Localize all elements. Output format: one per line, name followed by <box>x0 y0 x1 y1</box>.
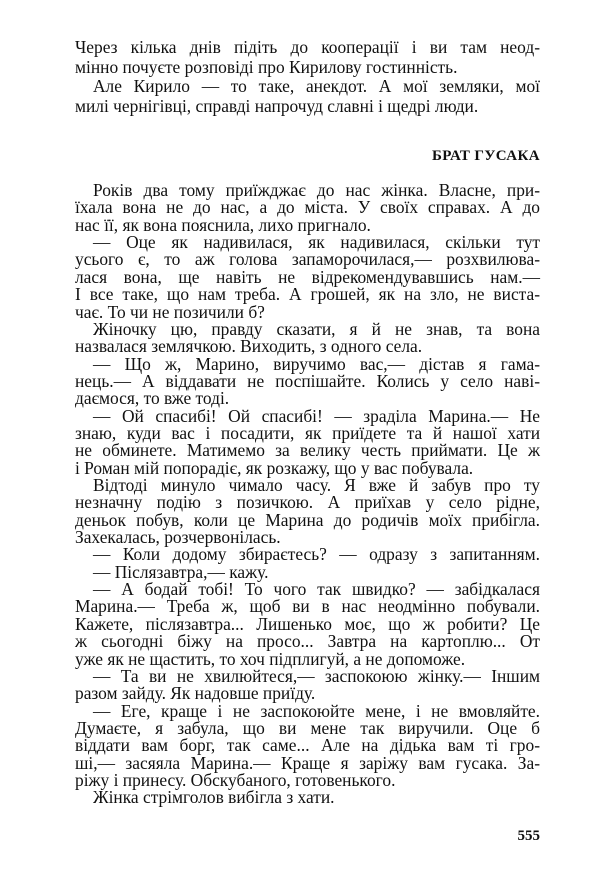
text-line: — Та ви не хвилюйтеся,— заспокоюю жінку.— Іншим <box>93 665 540 686</box>
page-number: 555 <box>517 828 540 844</box>
text-line: — Післязавтра,— кажу. <box>93 561 269 582</box>
text-line: ріжу і принесу. Обскубаного, готовенького. <box>75 769 396 790</box>
text-line: віддати вам борг, так саме... Але на дідька вам ті гро- <box>75 735 540 756</box>
story-title: БРАТ ГУСАКА <box>431 148 540 164</box>
text-line: Жіночку цю, правду сказати, я й не знав, та вона <box>93 318 540 339</box>
text-line: милі чернігівці, справді напрочуд славні і щедрі люди. <box>75 96 479 116</box>
text-line: назвалася землячкою. Виходить, з одного села. <box>75 336 423 357</box>
text-line: Через кілька днів підіть до кооперації і ви там неод- <box>75 37 540 57</box>
text-line: ші,— засяяла Марина.— Краще я заріжу вам гусака. За- <box>75 752 540 773</box>
text-line: Марина.— Треба ж, щоб ви в нас неодмінно побували. <box>75 596 540 617</box>
text-line: — Еге, краще і не заспокоюйте мене, і не вмовляйте. <box>93 700 540 721</box>
text-line: незначну подію з позичкою. А приїхав у село рідне, <box>75 492 540 513</box>
text-line: нець.— А віддавати не поспішайте. Колись у село наві- <box>75 370 540 391</box>
text-line: разом зайду. Як надовше приїду. <box>75 683 316 704</box>
text-line: — Коли додому збираєтесь? — одразу з запитанням. <box>93 544 540 565</box>
text-line: уже як не щастить, то хоч підплигуй, а не допоможе. <box>75 648 466 669</box>
text-line: — А бодай тобі! То чого так швидко? — забідкалася <box>93 579 540 599</box>
text-line: — Оце як надивилася, як надивилася, скільки тут <box>93 232 540 253</box>
text-line: чає. То чи не позичили б? <box>75 301 265 322</box>
text-line: Думаєте, я забула, що ви мене так виручили. Оце б <box>75 717 540 738</box>
text-line: їхала вона не до нас, а до міста. У своїх справах. А до <box>75 197 540 218</box>
text-line: і Роман мій попорадіє, як розкажу, що у вас побувала. <box>75 457 474 478</box>
text-line: нас її, як вона пояснила, лихо пригнало. <box>75 214 371 235</box>
text-line: Але Кирило — то таке, анекдот. А мої земляки, мої <box>93 76 540 96</box>
text-line: даємося, то вже тоді. <box>75 388 230 409</box>
text-line: — Ой спасибі! Ой спасибі! — зраділа Марина.— Не <box>93 405 540 426</box>
text-line: Жінка стрімголов вибігла з хати. <box>93 787 335 808</box>
text-line: усього є, то аж голова запаморочилася,— розхвилюва- <box>75 249 540 270</box>
text-line: Захекалась, розчервонілась. <box>75 527 281 547</box>
text-line: Років два тому приїжджає до нас жінка. Власне, при- <box>93 180 540 200</box>
text-line: Відтоді минуло чимало часу. Я вже й забув про ту <box>93 475 540 495</box>
text-line: знаю, куди вас і посадити, як приїдете та й нашої хати <box>75 422 540 443</box>
text-line: І все таке, що нам треба. А грошей, як на зло, не виста- <box>75 284 540 305</box>
text-line: мінно почуєте розповіді про Кирилову гостинність. <box>75 57 458 77</box>
text-line: лася вона, ще навіть не відрекомендувавшись нам.— <box>75 266 540 287</box>
text-line: Кажете, післязавтра... Лишенько моє, що ж робити? Це <box>75 613 540 634</box>
text-line: не обминете. Матимемо за велику честь приймати. Це ж <box>75 440 540 461</box>
text-line: ж сьогодні біжу на просо... Завтра на картоплю... От <box>75 631 540 652</box>
text-line: деньок побув, коли це Марина до родичів моїх прибігла. <box>75 509 540 530</box>
text-line: — Що ж, Марино, виручимо вас,— дістав я гама- <box>93 353 540 374</box>
